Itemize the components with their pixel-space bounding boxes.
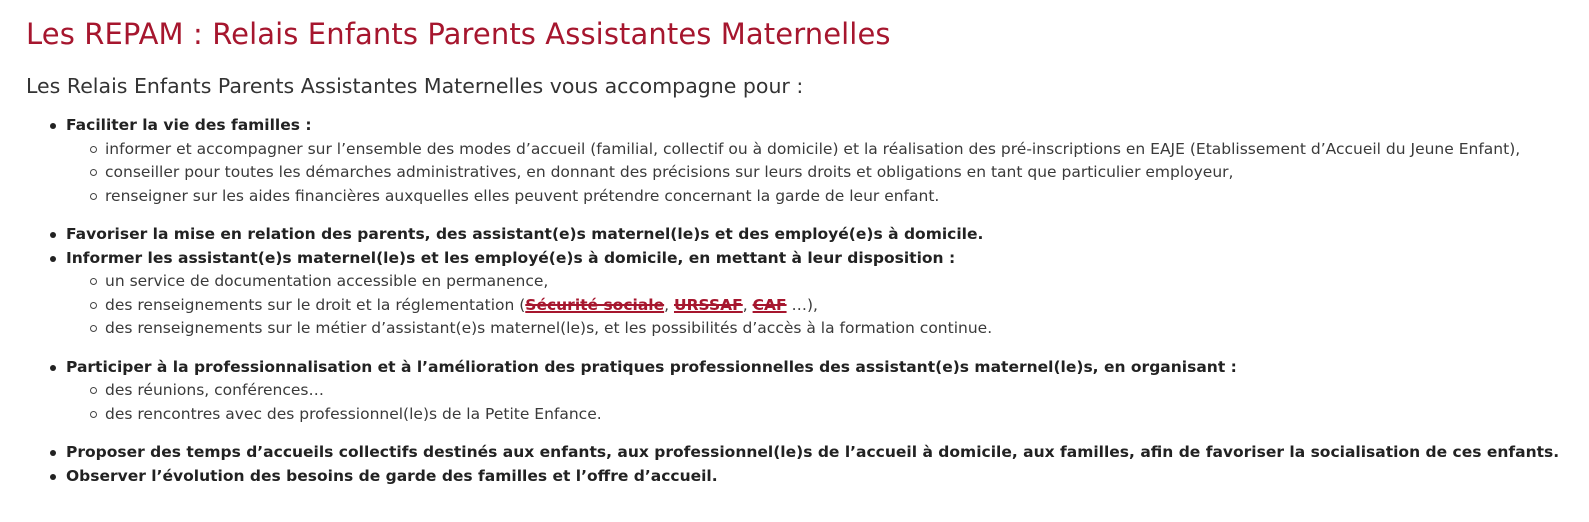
sub-list-item: [105, 317, 1589, 341]
circle-bullet-icon: [90, 325, 97, 332]
sub-list-item: [105, 185, 1589, 209]
sub-list-item-text: des renseignements sur le métier d’assistant(e)s maternel(le)s, et les possibilités d’accès à la formation continue.: [105, 319, 993, 337]
sub-list-item-text: [105, 296, 818, 314]
circle-bullet-icon: [90, 169, 97, 176]
list-item-observer: [66, 465, 1589, 489]
sub-list: [66, 379, 1589, 426]
list-item-favoriser: [66, 223, 1589, 247]
sub-list-item-text: renseigner sur les aides financières auxquelles elles peuvent prétendre concernant la garde de leur enfant.: [105, 186, 940, 205]
list-item-label: Participer à la professionnalisation et à l’amélioration des pratiques professionnelles des assistant(e)s maternel(le)s, en organisant :: [66, 357, 1237, 376]
list-item-faciliter: [66, 114, 1589, 208]
sub-list-item: [105, 161, 1589, 185]
circle-bullet-icon: [90, 193, 97, 200]
caf-link[interactable]: CAF: [752, 295, 787, 314]
reglementation-suffix: …),: [786, 295, 818, 314]
list-item-label: Informer les assistant(e)s maternel(le)s et les employé(e)s à domicile, en mettant à leur disposition :: [66, 248, 956, 267]
sub-list-item: [105, 138, 1589, 162]
securite-sociale-link[interactable]: Sécurité sociale: [525, 295, 665, 314]
list-item-proposer: [66, 441, 1589, 465]
list-item-label: Favoriser la mise en relation des parents, des assistant(e)s maternel(le)s et des employé(e)s à domicile.: [66, 225, 984, 243]
circle-bullet-icon: [90, 387, 97, 394]
disc-bullet-icon: [50, 256, 56, 262]
list-item-informer: [66, 247, 1589, 341]
disc-bullet-icon: [50, 474, 56, 480]
sub-list-item: [105, 294, 1589, 318]
sub-list-item: [105, 379, 1589, 403]
sub-list-item-text: conseiller pour toutes les démarches administratives, en donnant des précisions sur leurs droits et obligations en tant que particulier employeur,: [105, 163, 1234, 181]
list-item-label: Observer l’évolution des besoins de garde des familles et l’offre d’accueil.: [66, 466, 718, 485]
sub-list: [66, 270, 1589, 341]
circle-bullet-icon: [90, 278, 97, 285]
sub-list-item: [105, 270, 1589, 294]
disc-bullet-icon: [50, 450, 56, 456]
sub-list-item-text: des réunions, conférences…: [105, 381, 324, 399]
disc-bullet-icon: [50, 365, 56, 371]
circle-bullet-icon: [90, 302, 97, 309]
link-separator: ,: [664, 295, 674, 314]
intro-text: Les Relais Enfants Parents Assistantes Maternelles vous accompagne pour :: [26, 74, 804, 98]
services-list: [26, 114, 1589, 488]
link-separator: ,: [742, 295, 753, 314]
list-item-label: Faciliter la vie des familles :: [66, 116, 312, 134]
disc-bullet-icon: [50, 232, 56, 238]
sub-list-item-text: informer et accompagner sur l’ensemble des modes d’accueil (familial, collectif ou à domicile) et la réalisation des pré-inscriptions en EAJE (Etablissement d’Accueil du Jeune Enfant),: [105, 139, 1521, 158]
sub-list-item: [105, 403, 1589, 427]
sub-list-item-text: des rencontres avec des professionnel(le)s de la Petite Enfance.: [105, 404, 602, 423]
sub-list: [66, 138, 1589, 209]
reglementation-prefix: des renseignements sur le droit et la réglementation (: [105, 295, 526, 314]
disc-bullet-icon: [50, 123, 56, 129]
list-item-label: Proposer des temps d’accueils collectifs destinés aux enfants, aux professionnel(le)s de l’accueil à domicile, aux familles, afin de favoriser la socialisation de ces enfants.: [66, 443, 1560, 461]
sub-list-item-text: un service de documentation accessible en permanence,: [105, 272, 549, 290]
circle-bullet-icon: [90, 411, 97, 418]
list-item-participer: [66, 356, 1589, 427]
urssaf-link[interactable]: URSSAF: [673, 295, 743, 314]
page-title: Les REPAM : Relais Enfants Parents Assistantes Maternelles: [26, 17, 891, 51]
circle-bullet-icon: [90, 146, 97, 153]
